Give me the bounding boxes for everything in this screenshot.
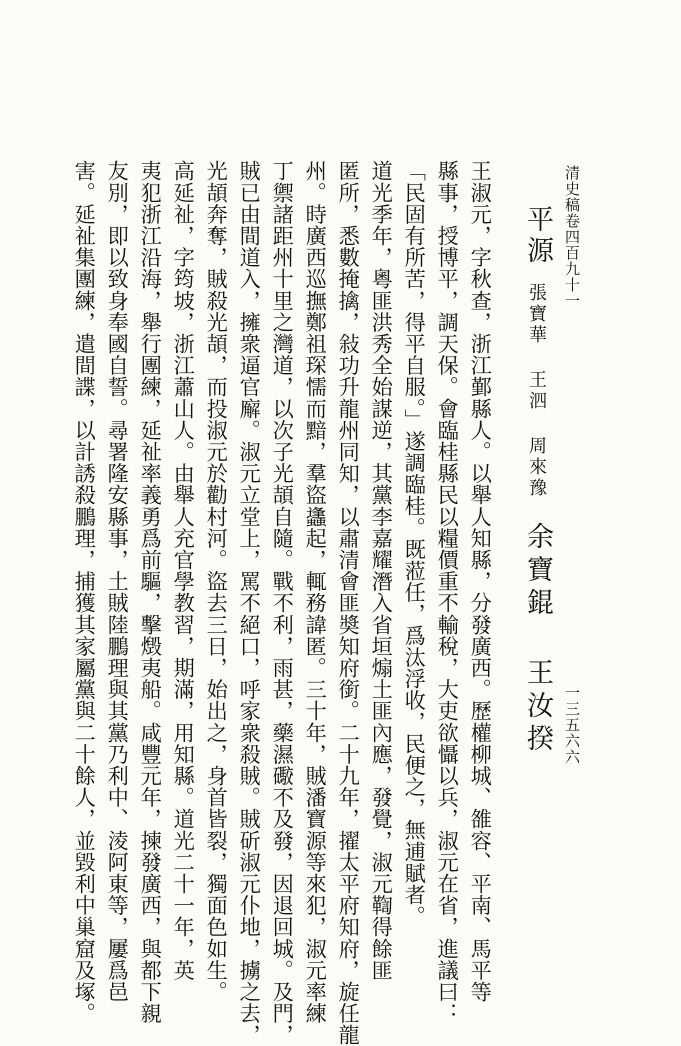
- page-number: 一三五六六: [563, 685, 581, 765]
- text-column: 高延祉，字筠坡，浙江蕭山人。由舉人充官學教習，期滿，用知縣。道光二十一年，英: [171, 160, 197, 981]
- text-column: 道光季年，粵匪洪秀全始謀逆，其黨李嘉耀潛入省垣煽土匪內應，發覺，淑元鞫得餘匪: [369, 160, 395, 981]
- section-title: 平源: [522, 205, 553, 267]
- text-column: 友別，即以致身奉國自誓。尋署隆安縣事，土賊陸鵬理與其黨乃利中、淩阿東等，屢爲邑: [105, 160, 131, 1003]
- section-authors-large: 余寶錕 王汝揆: [522, 522, 553, 757]
- text-column: 丁禦諸距州十里之灣道，以次子光頡自隨。戰不利，雨甚，藥濕礮不及發，因退回城。及門，: [270, 160, 296, 1046]
- section-authors-small: 張寶華 王泗 周來豫: [526, 283, 547, 499]
- text-column: 光頡奔奪，賊殺光頡，而投淑元於勸村河。盜去三日，始出之，身首皆裂，獨面色如生。: [204, 160, 230, 1003]
- text-column: 害。延祉集團練，遣間諜，以計誘殺鵬理，捕獲其家屬黨與二十餘人，並毀利中巢窟及塚。: [72, 160, 98, 1024]
- text-column: 州。時廣西巡撫鄭祖琛懦而黯，羣盜蠭起，輒務諱匿。三十年，賊潘寶源等來犯，淑元率練: [303, 160, 329, 1024]
- text-column: 匿所，悉數掩擒，敍功升龍州同知，以肅清會匪奬知府銜。二十九年，擢太平府知府，旋任龍: [336, 160, 362, 1046]
- text-column: 「民固有所苦，得平自服。」遂調臨桂。既蒞任，爲汰浮收，民便之，無逋賦者。: [402, 160, 428, 927]
- running-header: 清史稿卷四百九十一: [563, 165, 581, 309]
- text-column: 縣事，授博平，調天保。會臨桂縣民以糧價重不輸稅，大吏欲懾以兵，淑元在省，進議曰：: [435, 160, 461, 1024]
- text-column: 賊已由間道入，擁衆逼官廨。淑元立堂上，罵不絕口，呼家衆殺賊。賊斫淑元仆地，擄之去，: [237, 160, 263, 1046]
- text-column: 王淑元，字秋查，浙江鄞縣人。以舉人知縣，分發廣西。歷權柳城、雒容、平南、馬平等: [468, 160, 494, 1003]
- text-column: 夷犯浙江沿海，舉行團練，延祉率義勇爲前驅，擊燬夷船。咸豐元年，揀發廣西，與都下親: [138, 160, 164, 1024]
